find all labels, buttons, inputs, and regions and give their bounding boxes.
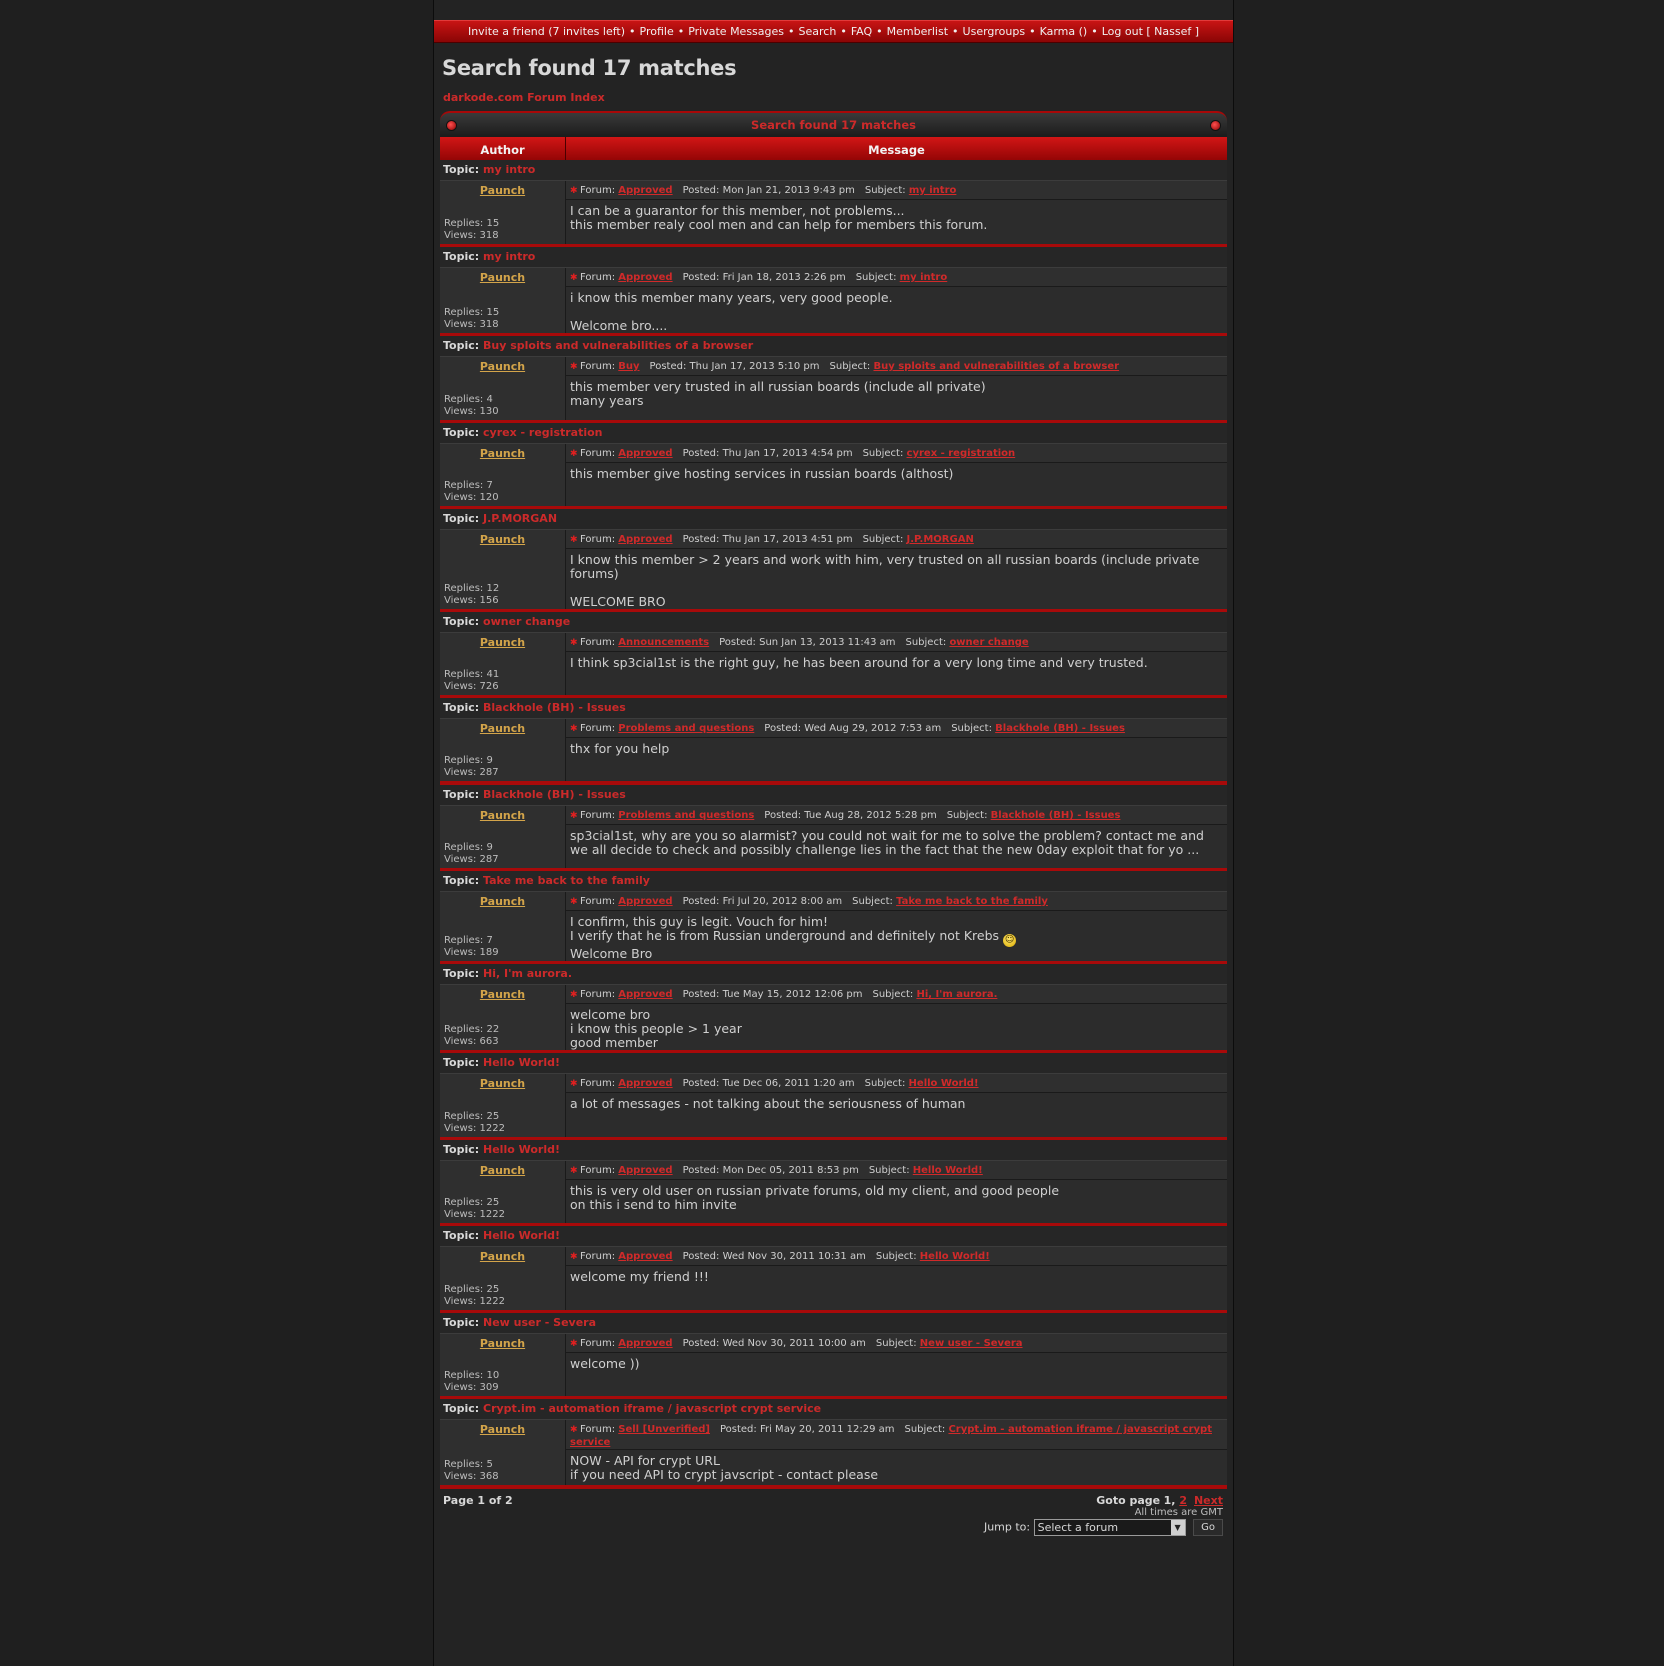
topic-label: Topic: (443, 615, 480, 628)
views-count: 1222 (479, 1123, 505, 1134)
subject-link[interactable]: Blackhole (BH) - Issues (990, 810, 1121, 821)
post-message: this is very old user on russian private forums, old my client, and good people on this i send to him invite (570, 1183, 1060, 1212)
topic-label: Topic: (443, 1229, 480, 1242)
post-row (440, 530, 1227, 609)
current-page: 1 (1163, 1494, 1172, 1507)
replies-count: 25 (486, 1197, 500, 1208)
replies-count: 41 (486, 669, 500, 680)
nav-link-faq[interactable]: FAQ (850, 25, 873, 38)
search-result (440, 1313, 1227, 1400)
topic-stats: Replies: 15 Views: 318 (444, 307, 500, 330)
post-message: I think sp3cial1st is the right guy, he has been around for a very long time and very trusted. (570, 655, 1148, 670)
post-row (440, 633, 1227, 695)
replies-count: 7 (486, 935, 493, 946)
subject-link[interactable]: Buy sploits and vulnerabilities of a browser (873, 361, 1120, 372)
author-cell (440, 719, 566, 781)
post-row (440, 985, 1227, 1050)
views-count: 156 (479, 595, 499, 606)
topic-row (440, 247, 1227, 268)
post-icon: ✱ (570, 897, 578, 907)
message-cell (566, 530, 1227, 611)
post-header: ✱ Forum: Approved Posted: Fri Jan 18, 2013 2:26 pm Subject: my intro (566, 268, 1227, 287)
post-header: ✱ Forum: Approved Posted: Mon Jan 21, 2013 9:43 pm Subject: my intro (566, 181, 1227, 200)
topic-row (440, 1313, 1227, 1334)
post-message: thx for you help (570, 741, 670, 756)
author-cell (440, 530, 566, 609)
author-cell (440, 806, 566, 868)
topic-stats: Replies: 15 Views: 318 (444, 218, 500, 241)
post-icon: ✱ (570, 990, 578, 1000)
views-count: 1222 (479, 1296, 505, 1307)
smiley-icon: ☺ (1004, 935, 1015, 945)
page-title: Search found 17 matches (442, 56, 737, 80)
forum-link[interactable]: Problems and questions (618, 810, 755, 821)
topic-stats: Replies: 22 Views: 663 (444, 1024, 500, 1047)
post-message: sp3cial1st, why are you so alarmist? you could not wait for me to solve the problem? contact me and we all decide to check and possibly challenge lies in the fact that the new 0day exploit that for yo ... (570, 828, 1208, 857)
forum-link[interactable]: Approved (618, 1251, 673, 1262)
post-message: this member give hosting services in russian boards (althost) (570, 466, 954, 481)
post-date: Fri May 20, 2011 12:29 am (759, 1424, 895, 1435)
post-header: ✱ Forum: Problems and questions Posted: Wed Aug 29, 2012 7:53 am Subject: Blackhole (BH) - Issues (566, 719, 1227, 738)
subject-link[interactable]: Hello World! (919, 1251, 990, 1262)
search-result (440, 1053, 1227, 1141)
message-cell (566, 181, 1227, 234)
author-cell (440, 1420, 566, 1485)
forum-link[interactable]: Approved (618, 1078, 673, 1089)
forum-link[interactable]: Approved (618, 272, 673, 283)
author-cell (440, 1161, 566, 1223)
topic-row (440, 1140, 1227, 1161)
post-row (440, 892, 1227, 961)
post-date: Wed Nov 30, 2011 10:31 am (722, 1251, 866, 1262)
search-result (440, 423, 1227, 510)
post-row (440, 1247, 1227, 1310)
breadcrumb-forum-index[interactable]: darkode.com Forum Index (443, 91, 605, 104)
post-header: ✱ Forum: Approved Posted: Wed Nov 30, 2011 10:00 am Subject: New user - Severa (566, 1334, 1227, 1353)
topic-row (440, 871, 1227, 892)
search-result (440, 336, 1227, 424)
nav-link-memberlist[interactable]: Memberlist (886, 25, 949, 38)
jump-to-label: Jump to: (983, 1520, 1031, 1534)
post-header: ✱ Forum: Approved Posted: Tue May 15, 2012 12:06 pm Subject: Hi, I'm aurora. (566, 985, 1227, 1004)
post-row (440, 719, 1227, 781)
topic-stats: Replies: 9 Views: 287 (444, 842, 499, 865)
search-result (440, 1399, 1227, 1489)
top-navbar (434, 20, 1233, 43)
author-cell (440, 268, 566, 333)
post-header: ✱ Forum: Problems and questions Posted: Tue Aug 28, 2012 5:28 pm Subject: Blackhole (BH) - Issues (566, 806, 1227, 825)
forum-link[interactable]: Approved (618, 1165, 673, 1176)
post-row (440, 1161, 1227, 1223)
replies-count: 15 (486, 218, 500, 229)
subject-link[interactable]: J.P.MORGAN (906, 534, 974, 545)
post-header: ✱ Forum: Approved Posted: Tue Dec 06, 2011 1:20 am Subject: Hello World! (566, 1074, 1227, 1093)
topic-row (440, 698, 1227, 719)
post-message: I can be a guarantor for this member, not problems... this member realy cool men and can help for members this forum. (570, 203, 988, 232)
subject-link[interactable]: Hi, I'm aurora. (916, 989, 998, 1000)
forum-link[interactable]: Announcements (618, 637, 710, 648)
views-count: 368 (479, 1471, 499, 1482)
author-cell (440, 444, 566, 506)
post-icon: ✱ (570, 1339, 578, 1349)
topic-row (440, 160, 1227, 181)
post-date: Wed Nov 30, 2011 10:00 am (722, 1338, 866, 1349)
post-date: Fri Jul 20, 2012 8:00 am (722, 896, 843, 907)
post-date: Mon Jan 21, 2013 9:43 pm (722, 185, 855, 196)
author-cell (440, 1247, 566, 1310)
message-cell (566, 806, 1227, 859)
subject-link[interactable]: Hello World! (912, 1165, 983, 1176)
topic-link[interactable]: Crypt.im - automation iframe / javascript crypt service (483, 1402, 822, 1415)
views-count: 726 (479, 681, 499, 692)
post-header: ✱ Forum: Sell [Unverified] Posted: Fri May 20, 2011 12:29 am Subject: Crypt.im - automation iframe / javascript crypt service (566, 1420, 1227, 1450)
post-message: I know this member > 2 years and work with him, very trusted on all russian boards (include private forums) WELCOME BRO (570, 552, 1200, 609)
search-result (440, 1140, 1227, 1227)
nav-separator: • (788, 25, 795, 38)
post-message: NOW - API for crypt URL if you need API to crypt javscript - contact please (570, 1453, 879, 1482)
subject-link[interactable]: Blackhole (BH) - Issues (995, 723, 1125, 734)
views-count: 287 (479, 854, 499, 865)
post-icon: ✱ (570, 362, 578, 372)
topic-label: Topic: (443, 250, 480, 263)
post-message: I confirm, this guy is legit. Vouch for him! I verify that he is from Russian underground and definitely not Krebs ☺ Welcome Bro (570, 914, 1015, 961)
topic-link[interactable]: my intro (483, 163, 536, 176)
column-header-message: Message (868, 143, 925, 157)
views-count: 318 (479, 319, 499, 330)
post-row (440, 1074, 1227, 1137)
replies-count: 9 (486, 842, 493, 853)
post-icon: ✱ (570, 186, 578, 196)
subject-link[interactable]: my intro (899, 272, 948, 283)
chevron-down-icon: ▼ (1171, 1520, 1185, 1535)
views-count: 663 (479, 1036, 499, 1047)
topic-link[interactable]: my intro (483, 250, 536, 263)
topic-stats: Replies: 12 Views: 156 (444, 583, 500, 606)
nav-separator: • (840, 25, 847, 38)
post-icon: ✱ (570, 1425, 578, 1435)
topic-link[interactable]: Blackhole (BH) - Issues (483, 788, 626, 801)
subject-link[interactable]: cyrex - registration (906, 448, 1016, 459)
post-icon: ✱ (570, 811, 578, 821)
message-cell (566, 892, 1227, 963)
message-cell (566, 1161, 1227, 1214)
author-link[interactable]: Paunch (479, 533, 526, 546)
subject-link[interactable]: Crypt.im - automation iframe / javascript crypt service (570, 1424, 1212, 1448)
post-date: Mon Dec 05, 2011 8:53 pm (722, 1165, 859, 1176)
message-cell (566, 985, 1227, 1052)
topic-row (440, 509, 1227, 530)
pagination: Goto page 1, 2 Next All times are GMT (1096, 1494, 1223, 1518)
author-link[interactable]: Paunch (479, 1077, 526, 1090)
nav-link-search[interactable]: Search (798, 25, 837, 38)
post-message: welcome )) (570, 1356, 640, 1371)
page-container (433, 0, 1234, 1666)
post-message: i know this member many years, very good people. Welcome bro.... (570, 290, 893, 333)
post-date: Thu Jan 17, 2013 4:51 pm (722, 534, 853, 545)
views-count: 309 (479, 1382, 499, 1393)
post-date: Thu Jan 17, 2013 5:10 pm (689, 361, 820, 372)
timezone-note: All times are GMT (1134, 1507, 1223, 1518)
topic-link[interactable]: Hi, I'm aurora. (483, 967, 573, 980)
replies-count: 15 (486, 307, 500, 318)
nav-link-private-messages[interactable]: Private Messages (688, 25, 785, 38)
post-row (440, 357, 1227, 420)
post-header: ✱ Forum: Approved Posted: Thu Jan 17, 2013 4:51 pm Subject: J.P.MORGAN (566, 530, 1227, 549)
post-icon: ✱ (570, 1079, 578, 1089)
message-cell (566, 357, 1227, 410)
author-link[interactable]: Paunch (479, 271, 526, 284)
message-cell (566, 444, 1227, 483)
forum-link[interactable]: Approved (618, 1338, 673, 1349)
nav-separator: • (629, 25, 636, 38)
post-date: Wed Aug 29, 2012 7:53 am (804, 723, 942, 734)
post-date: Thu Jan 17, 2013 4:54 pm (722, 448, 853, 459)
post-icon: ✱ (570, 1166, 578, 1176)
search-result (440, 247, 1227, 337)
post-header: ✱ Forum: Buy Posted: Thu Jan 17, 2013 5:10 pm Subject: Buy sploits and vulnerabilities of a browser (566, 357, 1227, 376)
forum-link[interactable]: Approved (618, 185, 673, 196)
topic-stats: Replies: 41 Views: 726 (444, 669, 500, 692)
topic-row (440, 1053, 1227, 1074)
post-header: ✱ Forum: Approved Posted: Mon Dec 05, 2011 8:53 pm Subject: Hello World! (566, 1161, 1227, 1180)
author-link[interactable]: Paunch (479, 895, 526, 908)
topic-stats: Replies: 7 Views: 120 (444, 480, 499, 503)
topic-row (440, 964, 1227, 985)
author-link[interactable]: Paunch (479, 1423, 526, 1436)
views-count: 1222 (479, 1209, 505, 1220)
topic-label: Topic: (443, 1143, 480, 1156)
topic-stats: Replies: 4 Views: 130 (444, 394, 499, 417)
topic-label: Topic: (443, 701, 480, 714)
results-box-title: Search found 17 matches (751, 118, 916, 132)
replies-count: 22 (486, 1024, 500, 1035)
views-count: 318 (479, 230, 499, 241)
replies-count: 10 (486, 1370, 500, 1381)
post-date: Sun Jan 13, 2013 11:43 am (759, 637, 896, 648)
nav-separator: • (1029, 25, 1036, 38)
post-icon: ✱ (570, 1252, 578, 1262)
topic-stats: Replies: 25 Views: 1222 (444, 1197, 505, 1220)
post-row (440, 444, 1227, 506)
topic-label: Topic: (443, 339, 480, 352)
subject-link[interactable]: New user - Severa (919, 1338, 1023, 1349)
post-row (440, 268, 1227, 333)
page-indicator: Page 1 of 2 (443, 1494, 513, 1507)
topic-stats: Replies: 5 Views: 368 (444, 1459, 499, 1482)
topic-label: Topic: (443, 788, 480, 801)
post-icon: ✱ (570, 724, 578, 734)
post-message: this member very trusted in all russian boards (include all private) many years (570, 379, 986, 408)
goto-page-label: Goto page (1096, 1494, 1161, 1507)
forum-link[interactable]: Approved (618, 989, 673, 1000)
post-date: Tue Dec 06, 2011 1:20 am (722, 1078, 855, 1089)
post-date: Fri Jan 18, 2013 2:26 pm (722, 272, 846, 283)
author-link[interactable]: Paunch (479, 988, 526, 1001)
topic-stats: Replies: 10 Views: 309 (444, 1370, 500, 1393)
replies-count: 5 (486, 1459, 493, 1470)
author-link[interactable]: Paunch (479, 1337, 526, 1350)
topic-link[interactable]: New user - Severa (483, 1316, 597, 1329)
post-icon: ✱ (570, 535, 578, 545)
post-row (440, 1420, 1227, 1485)
author-link[interactable]: Paunch (479, 1164, 526, 1177)
author-cell (440, 1074, 566, 1137)
post-date: Tue May 15, 2012 12:06 pm (722, 989, 863, 1000)
results-box-header (440, 111, 1227, 138)
topic-row (440, 612, 1227, 633)
post-icon: ✱ (570, 273, 578, 283)
views-count: 130 (479, 406, 499, 417)
search-result (440, 698, 1227, 785)
post-row (440, 181, 1227, 244)
nav-separator: • (876, 25, 883, 38)
subject-link[interactable]: Take me back to the family (896, 896, 1048, 907)
author-cell (440, 1334, 566, 1396)
topic-link[interactable]: owner change (483, 615, 571, 628)
message-cell (566, 1420, 1227, 1484)
topic-stats: Replies: 25 Views: 1222 (444, 1111, 505, 1134)
message-cell (566, 1074, 1227, 1113)
views-count: 287 (479, 767, 499, 778)
topic-label: Topic: (443, 1056, 480, 1069)
replies-count: 25 (486, 1284, 500, 1295)
topic-link[interactable]: J.P.MORGAN (483, 512, 558, 525)
topic-link[interactable]: cyrex - registration (483, 426, 603, 439)
author-link[interactable]: Paunch (479, 447, 526, 460)
post-message: welcome my friend !!! (570, 1269, 709, 1284)
topic-label: Topic: (443, 1316, 480, 1329)
forum-link[interactable]: Approved (618, 896, 673, 907)
page-2-link[interactable]: 2 (1179, 1494, 1187, 1507)
author-cell (440, 985, 566, 1050)
go-button[interactable]: Go (1193, 1519, 1223, 1536)
author-link[interactable]: Paunch (479, 360, 526, 373)
jump-to-forum (984, 1519, 1223, 1536)
subject-link[interactable]: owner change (949, 637, 1029, 648)
search-result (440, 509, 1227, 613)
nav-separator: • (952, 25, 959, 38)
nav-link-profile[interactable]: Profile (639, 25, 674, 38)
post-row (440, 1334, 1227, 1396)
topic-link[interactable]: Hello World! (483, 1143, 560, 1156)
replies-count: 12 (486, 583, 500, 594)
topic-stats: Replies: 9 Views: 287 (444, 755, 499, 778)
topic-row (440, 336, 1227, 357)
forum-link[interactable]: Approved (618, 534, 673, 545)
message-cell (566, 268, 1227, 335)
forum-link[interactable]: Buy (618, 361, 640, 372)
subject-link[interactable]: Hello World! (908, 1078, 979, 1089)
message-cell (566, 1247, 1227, 1286)
forum-link[interactable]: Approved (618, 448, 673, 459)
nav-separator: • (677, 25, 685, 38)
nav-link-invite-a-friend-7-invites-left[interactable]: Invite a friend (7 invites left) (467, 25, 626, 38)
author-cell (440, 633, 566, 695)
author-cell (440, 357, 566, 420)
topic-link[interactable]: Buy sploits and vulnerabilities of a browser (483, 339, 754, 352)
replies-count: 25 (486, 1111, 500, 1122)
topic-label: Topic: (443, 163, 480, 176)
replies-count: 7 (486, 480, 493, 491)
post-header: ✱ Forum: Approved Posted: Fri Jul 20, 2012 8:00 am Subject: Take me back to the family (566, 892, 1227, 911)
post-header: ✱ Forum: Announcements Posted: Sun Jan 13, 2013 11:43 am Subject: owner change (566, 633, 1227, 652)
topic-stats: Replies: 25 Views: 1222 (444, 1284, 505, 1307)
nav-link-karma[interactable]: Karma () (1039, 25, 1088, 38)
topic-row (440, 1226, 1227, 1247)
search-result (440, 160, 1227, 248)
right-corner-dot-icon (1210, 120, 1221, 131)
topic-label: Topic: (443, 426, 480, 439)
search-result (440, 964, 1227, 1054)
forum-link[interactable]: Problems and questions (618, 723, 755, 734)
post-header: ✱ Forum: Approved Posted: Wed Nov 30, 2011 10:31 am Subject: Hello World! (566, 1247, 1227, 1266)
author-link[interactable]: Paunch (479, 184, 526, 197)
post-header: ✱ Forum: Approved Posted: Thu Jan 17, 2013 4:54 pm Subject: cyrex - registration (566, 444, 1227, 463)
search-result (440, 785, 1227, 872)
search-result (440, 612, 1227, 699)
topic-row (440, 785, 1227, 806)
author-cell (440, 892, 566, 961)
author-link[interactable]: Paunch (479, 722, 526, 735)
topic-link[interactable]: Take me back to the family (483, 874, 650, 887)
views-count: 120 (479, 492, 499, 503)
author-link[interactable]: Paunch (479, 636, 526, 649)
search-result (440, 1226, 1227, 1314)
author-cell (440, 181, 566, 244)
replies-count: 4 (486, 394, 493, 405)
column-header-author: Author (440, 137, 566, 163)
topic-link[interactable]: Blackhole (BH) - Issues (483, 701, 626, 714)
next-page-link[interactable]: Next (1193, 1494, 1223, 1507)
topic-link[interactable]: Hello World! (483, 1056, 560, 1069)
topic-label: Topic: (443, 512, 480, 525)
topic-link[interactable]: Hello World! (483, 1229, 560, 1242)
topic-row (440, 1399, 1227, 1420)
forum-select[interactable]: Select a forum ▼ (1034, 1519, 1186, 1536)
search-result (440, 871, 1227, 965)
message-cell (566, 1334, 1227, 1373)
message-cell (566, 719, 1227, 758)
topic-row (440, 423, 1227, 444)
forum-link[interactable]: Sell [Unverified] (618, 1424, 710, 1435)
post-date: Tue Aug 28, 2012 5:28 pm (804, 810, 937, 821)
subject-link[interactable]: my intro (908, 185, 957, 196)
nav-separator: • (1091, 25, 1098, 38)
author-link[interactable]: Paunch (479, 1250, 526, 1263)
topic-stats: Replies: 7 Views: 189 (444, 935, 499, 958)
post-message: welcome bro i know this people > 1 year good member (570, 1007, 742, 1050)
message-cell (566, 633, 1227, 672)
topic-label: Topic: (443, 1402, 480, 1415)
post-row (440, 806, 1227, 868)
post-message: a lot of messages - not talking about the seriousness of human (570, 1096, 966, 1111)
author-link[interactable]: Paunch (479, 809, 526, 822)
replies-count: 9 (486, 755, 493, 766)
post-icon: ✱ (570, 638, 578, 648)
nav-link-usergroups[interactable]: Usergroups (962, 25, 1026, 38)
topic-label: Topic: (443, 967, 480, 980)
nav-link-log-out-nassef[interactable]: Log out [ Nassef ] (1101, 25, 1200, 38)
post-icon: ✱ (570, 449, 578, 459)
views-count: 189 (479, 947, 499, 958)
topic-label: Topic: (443, 874, 480, 887)
